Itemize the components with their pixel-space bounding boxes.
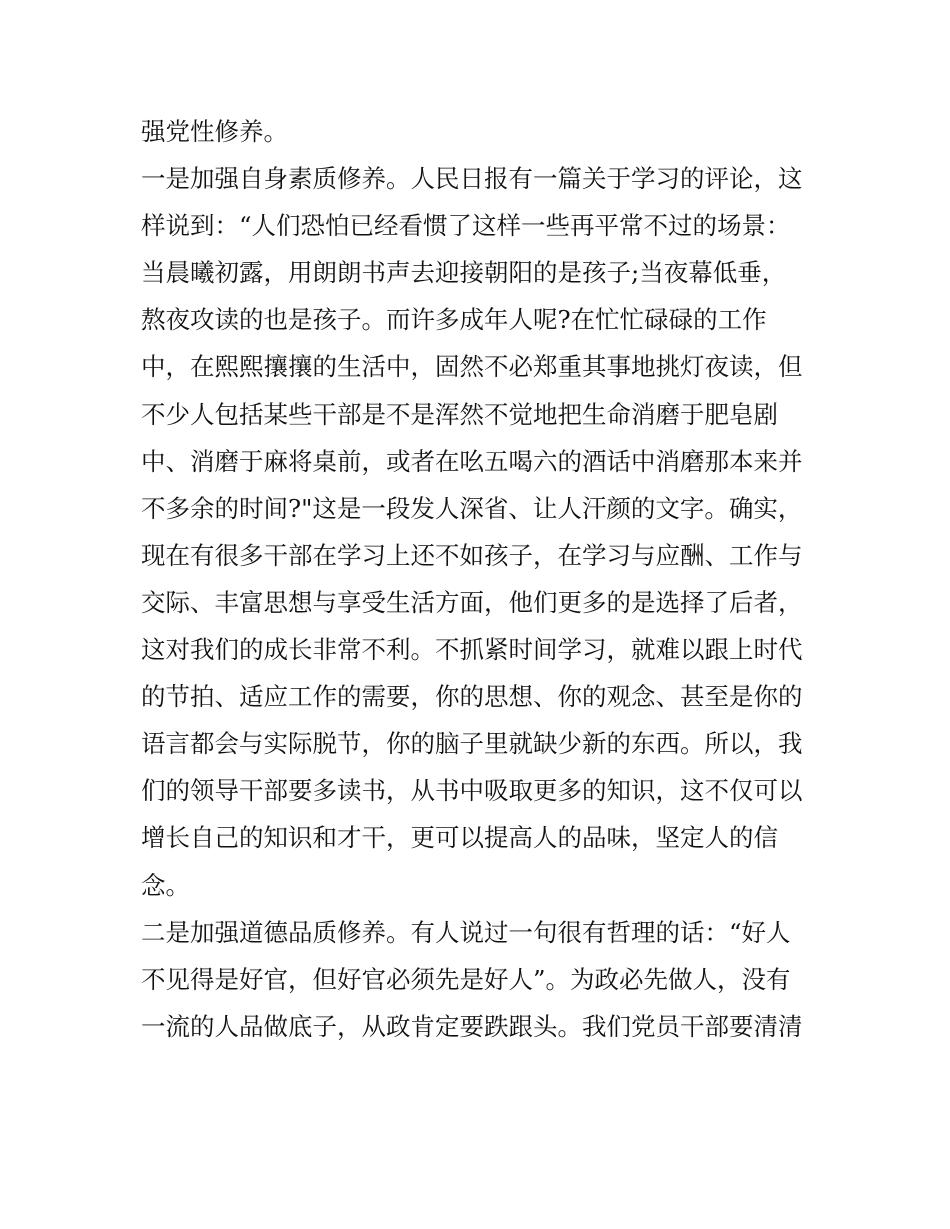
document-body [141, 108, 813, 1050]
text-line: 不多余的时间?"这是一段发人深省、让人汗颜的文字。确实， [141, 493, 803, 523]
text-line: 这对我们的成长非常不利。不抓紧时间学习，就难以跟上时代 [141, 635, 803, 665]
text-line: 语言都会与实际脱节，你的脑子里就缺少新的东西。所以，我 [141, 729, 803, 759]
text-line: 样说到：“人们恐怕已经看惯了这样一些再平常不过的场景： [141, 211, 791, 241]
text-line: 一是加强自身素质修养。人民日报有一篇关于学习的评论，这 [141, 164, 803, 194]
text-line: 交际、丰富思想与享受生活方面，他们更多的是选择了后者， [141, 587, 803, 617]
text-line: 念。 [141, 870, 190, 900]
text-line: 增长自己的知识和才干，更可以提高人的品味，坚定人的信 [141, 823, 778, 853]
text-line: 二是加强道德品质修养。有人说过一句很有哲理的话：“好人 [141, 917, 791, 947]
text-line: 强党性修养。 [141, 117, 288, 146]
text-line: 当晨曦初露，用朗朗书声去迎接朝阳的是孩子;当夜幕低垂， [141, 258, 787, 288]
text-line: 不见得是好官，但好官必须先是好人”。为政必先做人，没有 [141, 964, 791, 994]
text-line: 现在有很多干部在学习上还不如孩子，在学习与应酬、工作与 [141, 540, 803, 570]
text-line: 中、消磨于麻将桌前，或者在吆五喝六的酒话中消磨那本来并 [141, 446, 803, 476]
text-line: 不少人包括某些干部是不是浑然不觉地把生命消磨于肥皂剧 [141, 399, 778, 429]
text-line: 的节拍、适应工作的需要，你的思想、你的观念、甚至是你的 [141, 682, 803, 712]
text-line: 熬夜攻读的也是孩子。而许多成年人呢?在忙忙碌碌的工作 [141, 305, 767, 335]
text-line: 中，在熙熙攘攘的生活中，固然不必郑重其事地挑灯夜读，但 [141, 352, 803, 382]
text-line: 们的领导干部要多读书，从书中吸取更多的知识，这不仅可以 [141, 776, 803, 806]
text-line: 一流的人品做底子，从政肯定要跌跟头。我们党员干部要清清 [141, 1011, 803, 1041]
